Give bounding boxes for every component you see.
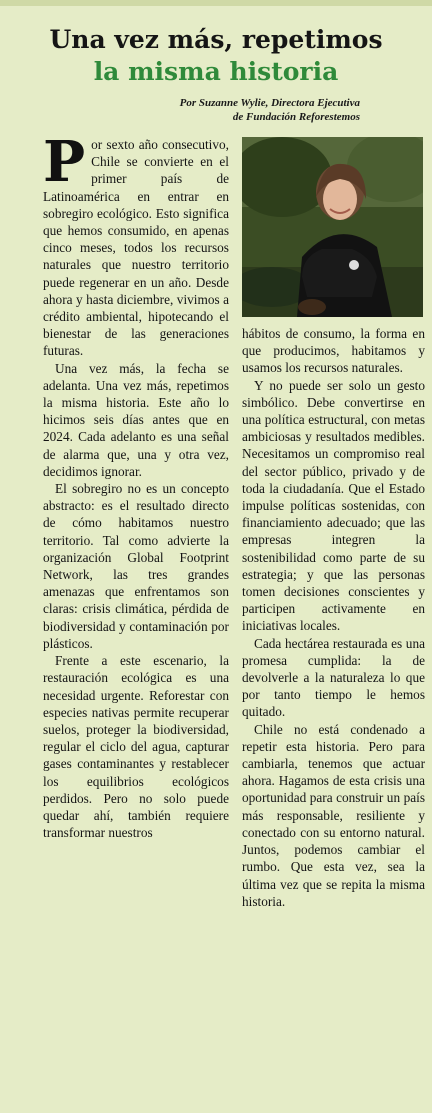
column-right: [242, 325, 425, 1113]
title-line-2: la misma historia: [93, 57, 339, 86]
paragraph-3: El sobregiro no es un concepto abstracto: es el resultado directo de cómo habitamos nuestro territorio. Tal como advierte la organización Global Footprint Network, las tres grandes amenazas que enfrentamos son claras: crisis climática, pérdida de biodiversidad y contaminación por plásticos.: [43, 481, 229, 651]
paragraph-4-continued: hábitos de consumo, la forma en que producimos, habitamos y usamos los recursos naturales.: [242, 326, 425, 376]
paragraph-4: Frente a este escenario, la restauración ecológica es una necesidad urgente. Reforestar con especies nativas permite recuperar suelos, proteger la biodiversidad, regular el ciclo del agua, capturar gases contaminantes y restablecer los equilibrios ecológicos perdidos. Pero no solo puede quedar ahí, también requiere transformar nuestros: [43, 653, 229, 841]
paragraph-2: Una vez más, la fecha se adelanta. Una vez más, repetimos la misma historia. Este año lo hicimos seis días antes que en 2024. Cada adelanto es una señal de alarma que, una y otra vez, decidimos ignorar.: [43, 360, 229, 479]
paragraph-5: Y no puede ser solo un gesto simbólico. Debe convertirse en una política estructural, con metas ambiciosas y resultados medibles. Necesitamos un compromiso real del sector público, privado y de toda la ciudadanía. Que el Estado impulse políticas sostenidas, con financiamiento adecuado; que las empresas integren la sostenibilidad como parte de su estrategia; y que las personas tomen decisiones conscientes y participen activamente en iniciativas locales.: [242, 377, 425, 634]
author-photo-icon: [242, 137, 423, 317]
byline: [60, 96, 360, 124]
drop-cap: P: [43, 136, 86, 195]
title-line-1: Una vez más, repetimos: [49, 25, 383, 54]
paragraph-7: Chile no está condenado a repetir esta historia. Pero para cambiarla, tenemos que actuar ahora. Hagamos de esta crisis una oportunidad para construir un país más responsable, resiliente y conectado con su entorno natural. Juntos, podemos cambiar el rumbo. Que esta vez, sea la última vez que se repita la misma historia.: [242, 721, 425, 909]
byline-author: Por Suzanne Wylie, Directora Ejecutiva: [179, 97, 360, 109]
article-title: [0, 24, 432, 88]
column-left: [43, 136, 229, 1112]
top-rule: [0, 0, 432, 6]
author-photo: [242, 137, 423, 317]
paragraph-1-text: or sexto año consecutivo, Chile se convierte en el primer país de Latinoamérica en entrar en sobregiro ecológico. Esto significa que hemos consumido, en apenas cinco meses, todos los recursos naturales que nuestro territorio puede regenerar en un año. Desde ahora y hasta diciembre, vivimos a crédito ambiental, hipotecando el bienestar de las generaciones futuras.: [43, 137, 229, 359]
paragraph-1: [43, 136, 229, 360]
paragraph-6: Cada hectárea restaurada es una promesa cumplida: la de devolverle a la naturaleza lo que por tanto tiempo le hemos quitado.: [242, 635, 425, 720]
byline-organization: de Fundación Reforestemos: [232, 111, 360, 123]
